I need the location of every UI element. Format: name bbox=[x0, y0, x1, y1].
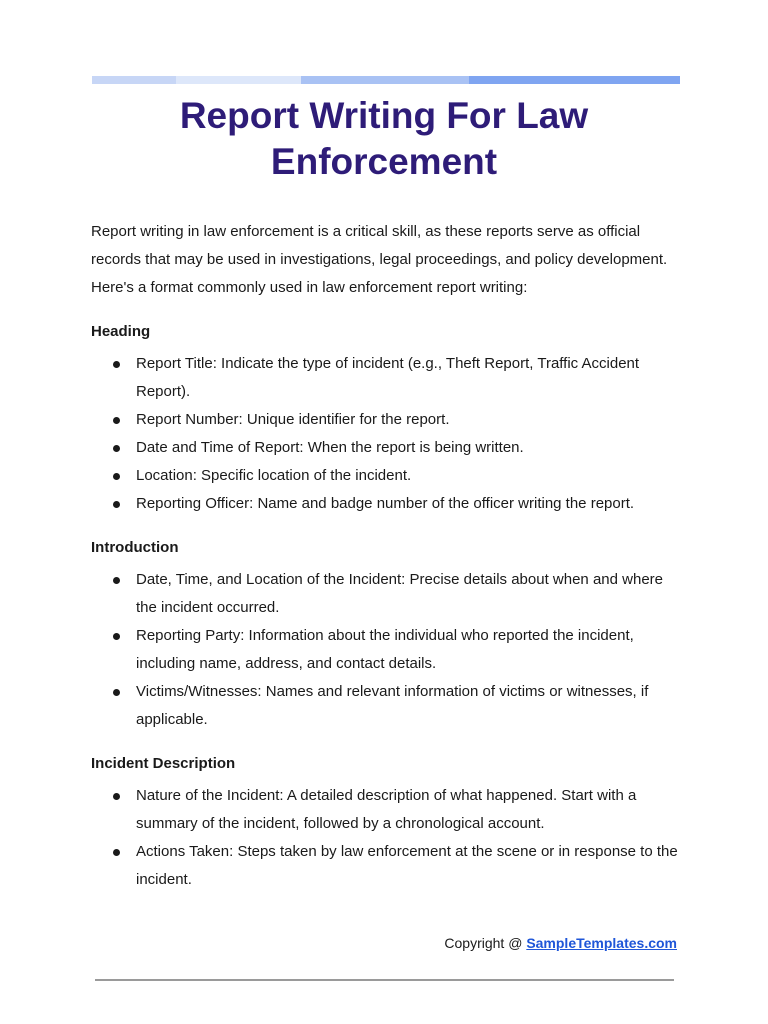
list-item-text: Reporting Officer: Name and badge number of the officer writing the report. bbox=[136, 495, 635, 512]
list-item bbox=[91, 782, 681, 838]
list-item-text: Location: Specific location of the incident. bbox=[136, 467, 412, 484]
accent-bar-segment bbox=[176, 76, 301, 84]
accent-bar-segment bbox=[301, 76, 469, 84]
section-heading: Introduction bbox=[91, 539, 179, 556]
section-heading-block bbox=[91, 318, 681, 518]
bullet-icon bbox=[113, 633, 120, 640]
list-item bbox=[91, 566, 681, 622]
section-incident-description-block bbox=[91, 750, 681, 894]
bullet-list bbox=[91, 566, 681, 734]
copyright-notice bbox=[444, 933, 677, 953]
list-item-text: Date and Time of Report: When the report is being written. bbox=[136, 439, 524, 456]
list-item bbox=[91, 678, 681, 734]
bullet-icon bbox=[113, 501, 120, 508]
list-item bbox=[91, 406, 681, 434]
bullet-icon bbox=[113, 849, 120, 856]
bullet-icon bbox=[113, 473, 120, 480]
section-heading: Heading bbox=[91, 323, 151, 340]
list-item bbox=[91, 622, 681, 678]
header-accent-bar bbox=[92, 76, 680, 84]
accent-bar-segment bbox=[469, 76, 680, 84]
list-item-text: Actions Taken: Steps taken by law enforcement at the scene or in response to the incident. bbox=[136, 843, 678, 888]
list-item bbox=[91, 490, 681, 518]
bullet-icon bbox=[113, 689, 120, 696]
sampletemplates-link[interactable]: SampleTemplates.com bbox=[526, 935, 677, 951]
list-item-text: Date, Time, and Location of the Incident: Precise details about when and where the incident occurred. bbox=[136, 571, 663, 616]
accent-bar-segment bbox=[92, 76, 176, 84]
list-item-text: Report Number: Unique identifier for the report. bbox=[136, 411, 450, 428]
document-body bbox=[91, 218, 681, 910]
list-item bbox=[91, 350, 681, 406]
intro-paragraph: Report writing in law enforcement is a critical skill, as these reports serve as official records that may be used in investigations, legal proceedings, and policy development. Here's a format commonly used in law enforcement report writing: bbox=[91, 223, 668, 296]
list-item-text: Report Title: Indicate the type of incident (e.g., Theft Report, Traffic Accident Report). bbox=[136, 355, 640, 400]
bullet-icon bbox=[113, 577, 120, 584]
copyright-prefix: Copyright @ bbox=[444, 935, 527, 951]
section-introduction-block bbox=[91, 534, 681, 734]
list-item-text: Reporting Party: Information about the individual who reported the incident, including name, address, and contact details. bbox=[136, 627, 634, 672]
page-title: Report Writing For Law Enforcement bbox=[179, 95, 589, 182]
list-item bbox=[91, 838, 681, 894]
bullet-list bbox=[91, 782, 681, 894]
list-item bbox=[91, 462, 681, 490]
list-item-text: Victims/Witnesses: Names and relevant information of victims or witnesses, if applicable. bbox=[136, 683, 649, 728]
bullet-list bbox=[91, 350, 681, 518]
section-heading: Incident Description bbox=[91, 755, 236, 772]
list-item bbox=[91, 434, 681, 462]
bullet-icon bbox=[113, 793, 120, 800]
bullet-icon bbox=[113, 445, 120, 452]
bullet-icon bbox=[113, 361, 120, 368]
footer-divider bbox=[95, 979, 674, 981]
bullet-icon bbox=[113, 417, 120, 424]
list-item-text: Nature of the Incident: A detailed description of what happened. Start with a summary of the incident, followed by a chronological account. bbox=[136, 787, 637, 832]
